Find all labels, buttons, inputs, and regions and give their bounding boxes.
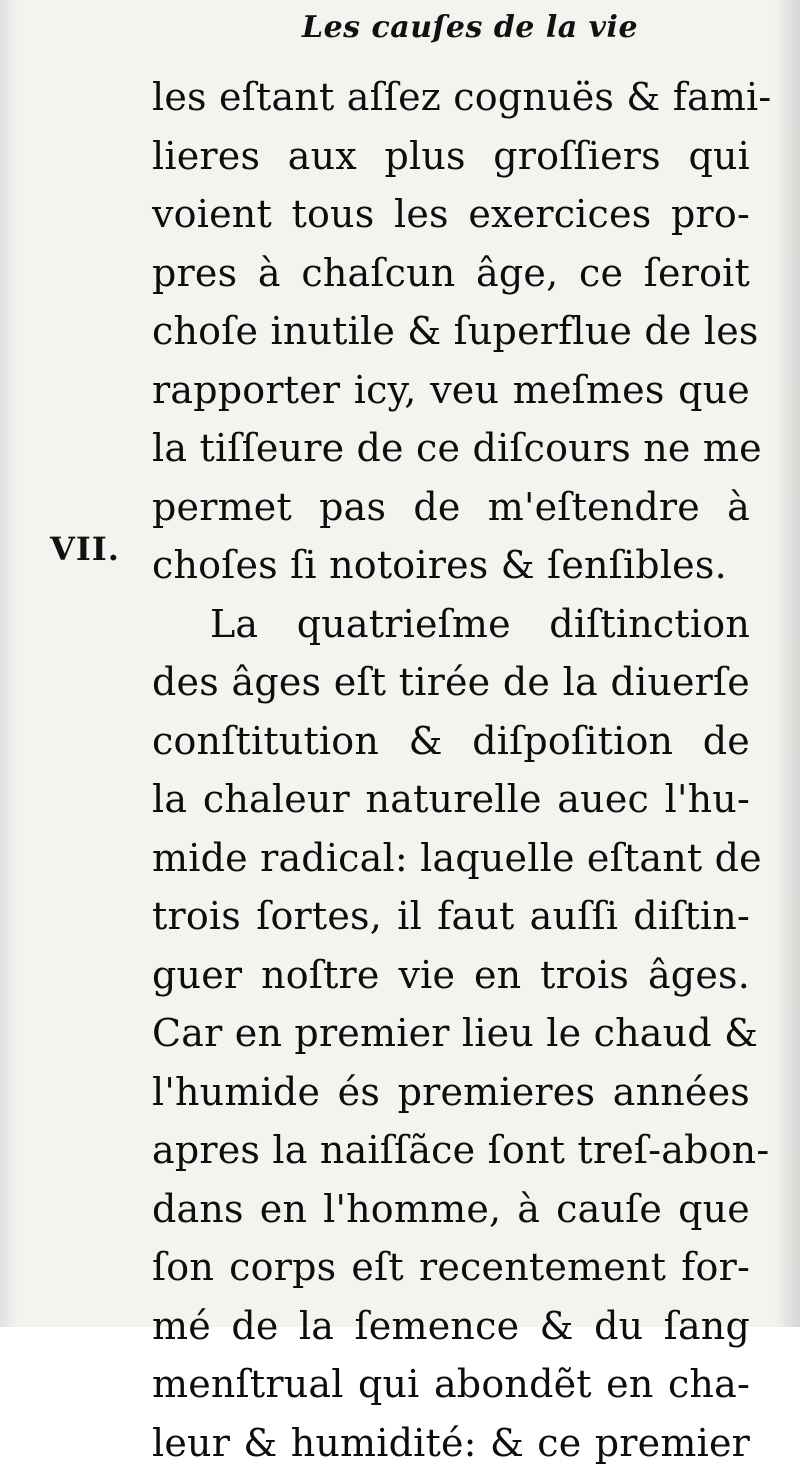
text-line: choſes ſi notoires & ſenſibles. (152, 536, 750, 595)
text-line: des âges eſt tirée de la diuerſe (152, 653, 750, 712)
text-line: mé de la ſemence & du ſang (152, 1297, 750, 1356)
text-line: dans en l'homme, à cauſe que (152, 1180, 750, 1239)
marginal-section-number: VII. (50, 520, 120, 578)
page-gutter-shadow (0, 0, 18, 1327)
text-line: choſe inutile & ſuperflue de les (152, 302, 750, 361)
text-line: apres la naiſſãce ſont treſ-abon- (152, 1121, 750, 1180)
text-line: menſtrual qui abondẽt en cha- (152, 1355, 750, 1414)
text-line: la chaleur naturelle auec l'hu- (152, 770, 750, 829)
text-line: conſtitution & diſpoſition de (152, 712, 750, 771)
text-line: trois ſortes, il faut auſſi diſtin- (152, 887, 750, 946)
text-line: guer noſtre vie en trois âges. (152, 946, 750, 1005)
text-line: ſon corps eſt recentement for- (152, 1238, 750, 1297)
text-line: leur & humidité: & ce premier (152, 1414, 750, 1472)
text-line: rapporter icy, veu meſmes que (152, 361, 750, 420)
page-edge-shadow (774, 0, 800, 1327)
text-line: l'humide és premieres années (152, 1063, 750, 1122)
text-line: voient tous les exercices pro- (152, 185, 750, 244)
text-line: La quatrieſme diſtinction (152, 595, 750, 654)
text-line: lieres aux plus groſſiers qui (152, 127, 750, 186)
text-line: les eſtant aſſez cognuës & fami- (152, 68, 750, 127)
running-head: Les cauſes de la vie (0, 10, 800, 45)
text-line: mide radical: laquelle eſtant de (152, 829, 750, 888)
text-line: la tiſſeure de ce diſcours ne me (152, 419, 750, 478)
body-text (152, 68, 750, 1472)
text-line: Car en premier lieu le chaud & (152, 1004, 750, 1063)
text-line: permet pas de m'eſtendre à (152, 478, 750, 537)
text-line: pres à chaſcun âge, ce ſeroit (152, 244, 750, 303)
